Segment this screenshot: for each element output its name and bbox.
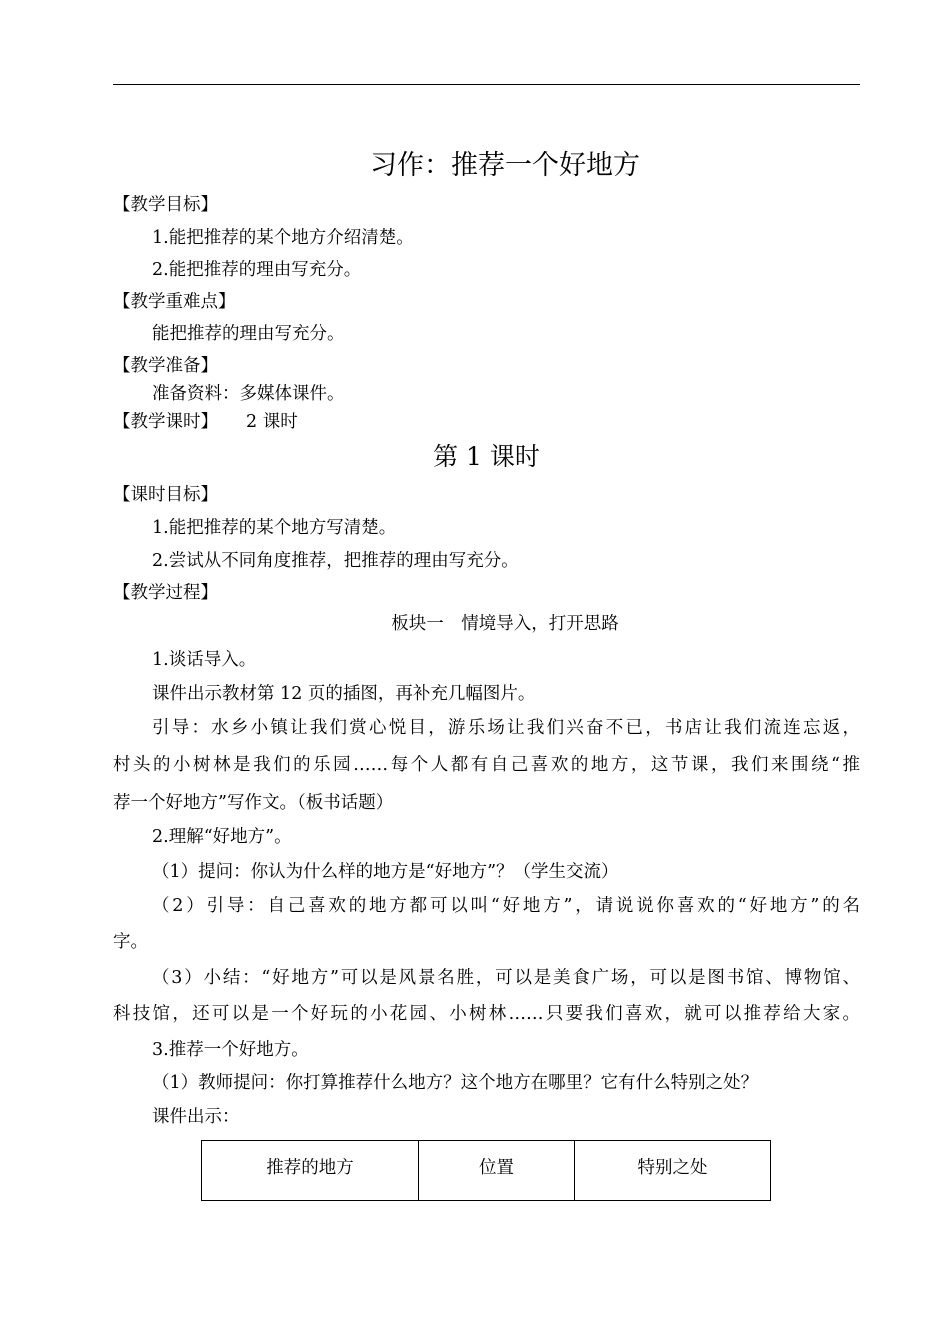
step-heading: 3.推荐一个好地方。 [152,1040,309,1060]
guide-line: 荐一个好地方”写作文。（板书话题） [113,793,394,813]
step-question: （1）提问：你认为什么样的地方是“好地方”？（学生交流） [152,862,619,882]
table-header-cell: 特别之处 [575,1141,771,1201]
difficulty-text: 能把推荐的理由写充分。 [152,324,345,344]
hours-heading: 【教学课时】 [113,412,218,432]
step-heading: 2.理解“好地方”。 [152,827,292,847]
block-title: 板块一 情境导入，打开思路 [391,614,619,634]
table-header-cell: 推荐的地方 [202,1141,419,1201]
difficulty-heading: 【教学重难点】 [113,292,236,312]
lesson-goals-heading: 【课时目标】 [113,485,218,505]
preparation-heading: 【教学准备】 [113,356,218,376]
step-question: （2）引导：自己喜欢的地方都可以叫“好地方”，请说说你喜欢的“好地方”的名 [152,896,860,916]
document-title: 习作：推荐一个好地方 [370,150,640,181]
hours-value: 2 课时 [246,412,298,432]
preparation-text: 准备资料：多媒体课件。 [152,384,345,404]
goal-item: 1.能把推荐的某个地方介绍清楚。 [152,228,414,248]
lesson-title: 第 1 课时 [433,442,540,471]
goals-heading: 【教学目标】 [113,195,218,215]
courseware-label: 课件出示： [152,1107,240,1127]
process-heading: 【教学过程】 [113,583,218,603]
step-text: 课件出示教材第 12 页的插图，再补充几幅图片。 [152,684,536,704]
step-summary: （3）小结：“好地方”可以是风景名胜，可以是美食广场，可以是图书馆、博物馆、 [152,968,860,988]
table-header-row [202,1141,771,1201]
step-summary: 科技馆，还可以是一个好玩的小花园、小树林……只要我们喜欢，就可以推荐给大家。 [113,1004,860,1024]
guide-line: 引导：水乡小镇让我们赏心悦目，游乐场让我们兴奋不已，书店让我们流连忘返， [152,718,860,738]
lesson-goal-item: 2.尝试从不同角度推荐，把推荐的理由写充分。 [152,551,519,571]
recommend-table [201,1140,771,1201]
lesson-goal-item: 1.能把推荐的某个地方写清楚。 [152,518,397,538]
table-header-cell: 位置 [419,1141,575,1201]
header-rule [113,84,860,85]
step-question: 字。 [113,932,148,952]
step-heading: 1.谈话导入。 [152,650,257,670]
goal-item: 2.能把推荐的理由写充分。 [152,260,362,280]
step-question: （1）教师提问：你打算推荐什么地方？这个地方在哪里？它有什么特别之处？ [152,1073,759,1093]
guide-line: 村头的小树林是我们的乐园……每个人都有自己喜欢的地方，这节课，我们来围绕“推 [113,755,860,775]
